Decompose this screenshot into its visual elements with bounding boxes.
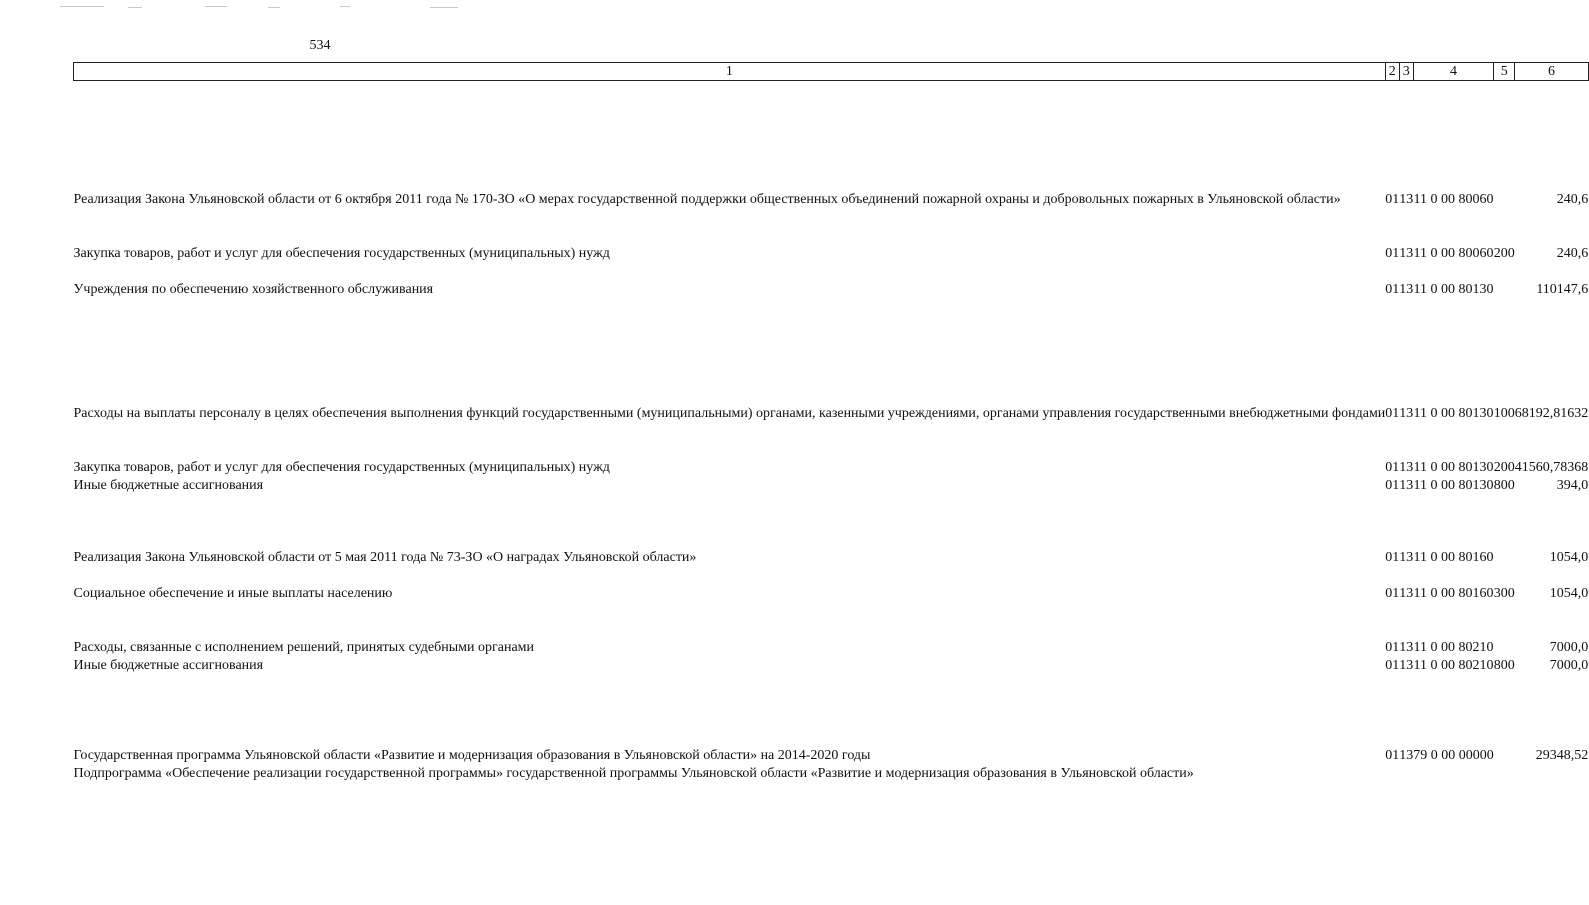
row-subsection: 13 (1399, 550, 1414, 565)
row-expense-type (1494, 765, 1515, 873)
row-target-article: 11 0 00 80130 (1413, 478, 1494, 493)
row-description: Государственная программа Ульяновской области «Развитие и модернизация образования в Ульяновской области» на 2014-2020 годы (73, 748, 871, 763)
row-amount: 240,6 (1556, 192, 1589, 207)
row-amount: 1054,0 (1549, 586, 1589, 601)
row-section: 01 (1385, 586, 1400, 601)
row-amount: 7000,0 (1549, 640, 1589, 655)
row-target-article: 11 0 00 80060 (1413, 192, 1494, 207)
row-expense-type (1494, 603, 1515, 657)
table-row (74, 81, 1589, 209)
row-description: Реализация Закона Ульяновской области от 5 мая 2011 года № 73-ЗО «О наградах Ульяновской области» (73, 550, 697, 565)
row-subsection: 13 (1399, 586, 1414, 601)
row-section: 01 (1385, 478, 1400, 493)
row-section: 01 (1385, 246, 1400, 261)
row-amount: 68192,81632 (1514, 406, 1589, 421)
table-header-row (74, 63, 1589, 81)
row-section: 01 (1385, 748, 1400, 763)
column-header-amount: 6 (1515, 63, 1589, 81)
row-expense-type (1494, 263, 1515, 299)
row-section: 01 (1385, 460, 1400, 475)
row-expense-type (1494, 81, 1515, 209)
row-amount: 7000,0 (1549, 658, 1589, 673)
row-target-article (1413, 765, 1494, 873)
table-row (74, 657, 1589, 675)
row-subsection (1399, 765, 1413, 873)
row-description: Социальное обеспечение и иные выплаты населению (73, 586, 393, 601)
table-row (74, 495, 1589, 567)
row-expense-type (1494, 675, 1515, 765)
row-target-article: 79 0 00 00000 (1413, 748, 1494, 763)
row-amount: 110147,6 (1536, 282, 1589, 297)
row-amount: 394,0 (1556, 478, 1589, 493)
table-row (74, 765, 1589, 873)
row-subsection: 13 (1399, 282, 1414, 297)
row-section (1385, 765, 1399, 873)
column-header-section: 2 (1385, 63, 1399, 81)
row-subsection: 13 (1399, 640, 1414, 655)
row-subsection: 13 (1399, 658, 1414, 673)
table-row (74, 603, 1589, 657)
row-description: Учреждения по обеспечению хозяйственного обслуживания (73, 282, 434, 297)
row-description: Расходы, связанные с исполнением решений, принятых судебными органами (73, 640, 535, 655)
column-header-description: 1 (74, 63, 1386, 81)
row-description: Иные бюджетные ассигнования (73, 658, 264, 673)
row-description: Закупка товаров, работ и услуг для обеспечения государственных (муниципальных) нужд (73, 246, 610, 261)
row-amount: 41560,78368 (1514, 460, 1589, 475)
row-amount: 240,6 (1556, 246, 1589, 261)
table-row (74, 423, 1589, 477)
scan-artifact (430, 7, 458, 8)
scan-artifact (205, 6, 227, 7)
row-subsection: 13 (1399, 246, 1414, 261)
row-amount (1515, 765, 1589, 873)
row-subsection: 13 (1399, 478, 1414, 493)
row-section: 01 (1385, 550, 1400, 565)
row-target-article: 11 0 00 80160 (1413, 586, 1494, 601)
row-target-article: 11 0 00 80130 (1413, 282, 1494, 297)
column-header-target-article: 4 (1413, 63, 1494, 81)
row-subsection: 13 (1399, 406, 1414, 421)
row-description: Подпрограмма «Обеспечение реализации государственной программы» государственной программы Ульяновской области «Развитие и модернизация образования в Ульяновской области» (73, 765, 1194, 781)
scan-artifact (268, 7, 280, 8)
row-target-article: 11 0 00 80130 (1413, 406, 1494, 421)
row-expense-type: 800 (1493, 658, 1515, 673)
row-description: Расходы на выплаты персоналу в целях обеспечения выполнения функций государственными (муниципальными) органами, казенными учреждениями, органами управления государственными внебюджетными фондами (73, 406, 1386, 421)
row-section: 01 (1385, 658, 1400, 673)
row-expense-type: 800 (1493, 478, 1515, 493)
row-section: 01 (1385, 406, 1400, 421)
row-description: Реализация Закона Ульяновской области от 6 октября 2011 года № 170-ЗО «О мерах государственной поддержки общественных объединений пожарной охраны и добровольных пожарных в Ульяновской области» (73, 192, 1341, 207)
table-row (74, 299, 1589, 423)
scan-artifact (60, 6, 104, 7)
row-target-article: 11 0 00 80160 (1413, 550, 1494, 565)
row-description: Закупка товаров, работ и услуг для обеспечения государственных (муниципальных) нужд (73, 460, 610, 475)
row-subsection: 13 (1399, 460, 1414, 475)
row-amount: 1054,0 (1549, 550, 1589, 565)
row-section: 01 (1385, 282, 1400, 297)
row-section: 01 (1385, 640, 1400, 655)
row-expense-type: 200 (1493, 460, 1515, 475)
table-row (74, 209, 1589, 263)
table-row (74, 263, 1589, 299)
table-row (74, 477, 1589, 495)
row-subsection: 13 (1399, 748, 1414, 763)
row-section: 01 (1385, 192, 1400, 207)
row-target-article: 11 0 00 80210 (1413, 640, 1494, 655)
row-expense-type (1494, 495, 1515, 567)
table-row (74, 567, 1589, 603)
scan-artifact (128, 7, 142, 8)
row-expense-type: 100 (1493, 406, 1515, 421)
row-expense-type: 300 (1493, 586, 1515, 601)
scan-artifact (340, 6, 350, 7)
row-target-article: 11 0 00 80060 (1413, 246, 1494, 261)
row-expense-type: 200 (1493, 246, 1515, 261)
row-description: Иные бюджетные ассигнования (73, 478, 264, 493)
row-amount: 29348,52 (1535, 748, 1589, 763)
table-row (74, 675, 1589, 765)
column-header-expense-type: 5 (1494, 63, 1515, 81)
row-target-article: 11 0 00 80210 (1413, 658, 1494, 673)
column-header-subsection: 3 (1399, 63, 1413, 81)
page-number: 534 (309, 38, 331, 53)
budget-table (73, 62, 1589, 873)
row-subsection: 13 (1399, 192, 1414, 207)
row-target-article: 11 0 00 80130 (1413, 460, 1494, 475)
